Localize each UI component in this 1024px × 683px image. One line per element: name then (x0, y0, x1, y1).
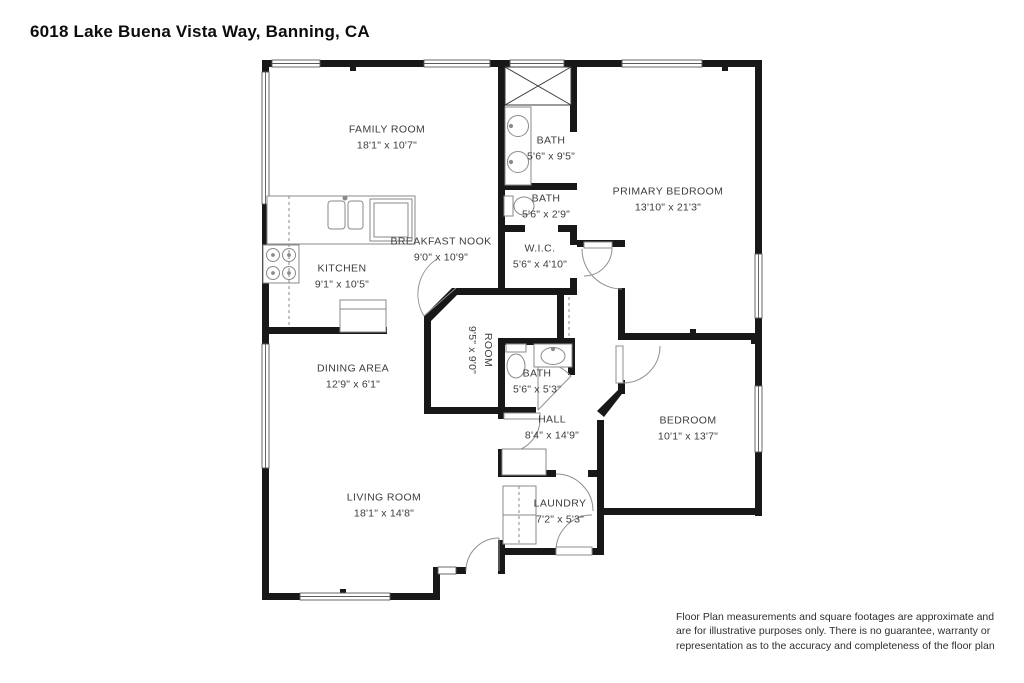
room-label-bedroom (658, 413, 718, 445)
room-label-dining-area (317, 361, 389, 393)
room-name: ROOM (481, 332, 494, 368)
room-name: LIVING ROOM (346, 491, 422, 504)
room-label-primary-bedroom (613, 184, 724, 216)
room-dims: 9'1" x 10'5" (314, 278, 370, 290)
room-name: HALL (538, 413, 566, 426)
room-dims: 9'0" x 10'9" (413, 251, 469, 263)
room-dims: 5'6" x 2'9" (521, 208, 571, 220)
room-dims: 18'1" x 14'8" (353, 507, 415, 519)
room-name: BATH (531, 192, 561, 205)
room-dims: 13'10" x 21'3" (634, 201, 702, 213)
stove (263, 245, 299, 283)
room-dims: 12'9" x 6'1" (325, 378, 381, 390)
room-dims: 5'6" x 5'3" (512, 383, 562, 395)
room-dims: 9'5" x 9'0" (466, 325, 478, 375)
page-title: 6018 Lake Buena Vista Way, Banning, CA (30, 22, 370, 41)
room-name: BREAKFAST NOOK (390, 235, 492, 248)
room-label-bath-small (522, 191, 570, 223)
hall-closet (502, 449, 546, 475)
room-label-living-room (347, 490, 421, 522)
room-name: W.I.C. (524, 242, 556, 255)
room-dims: 10'1" x 13'7" (657, 430, 719, 442)
room-label-wic (513, 241, 567, 273)
room-dims: 7'2" x 5'3" (535, 513, 585, 525)
room-label-breakfast-nook (390, 234, 491, 266)
room-name: BATH (536, 134, 566, 147)
disclaimer-text: Floor Plan measurements and square footages are approximate and are for illustrative purposes only. There is no guarantee, warranty or representation as to the accuracy and completeness of the floor plan (676, 611, 995, 652)
room-dims: 18'1" x 10'7" (356, 139, 418, 151)
room-label-room (463, 326, 495, 374)
room-name: LAUNDRY (533, 497, 587, 510)
room-label-bath-hall (513, 366, 561, 398)
room-label-kitchen (315, 261, 369, 293)
room-dims: 8'4" x 14'9" (524, 429, 580, 441)
room-name: BEDROOM (659, 414, 717, 427)
shower (505, 67, 571, 105)
kitchen-peninsula (340, 300, 386, 332)
room-name: KITCHEN (317, 262, 367, 275)
sink-vanity (534, 344, 572, 367)
room-dims: 5'6" x 4'10" (512, 258, 568, 270)
room-name: DINING AREA (316, 362, 390, 375)
room-dims: 5'6" x 9'5" (526, 150, 576, 162)
room-label-family-room (349, 122, 425, 154)
room-name: PRIMARY BEDROOM (612, 185, 724, 198)
room-label-bath-upper (527, 133, 575, 165)
room-label-laundry (534, 496, 587, 528)
room-label-hall (525, 412, 579, 444)
washer-dryer (503, 486, 536, 544)
room-name: FAMILY ROOM (348, 123, 426, 136)
room-name: BATH (522, 367, 552, 380)
